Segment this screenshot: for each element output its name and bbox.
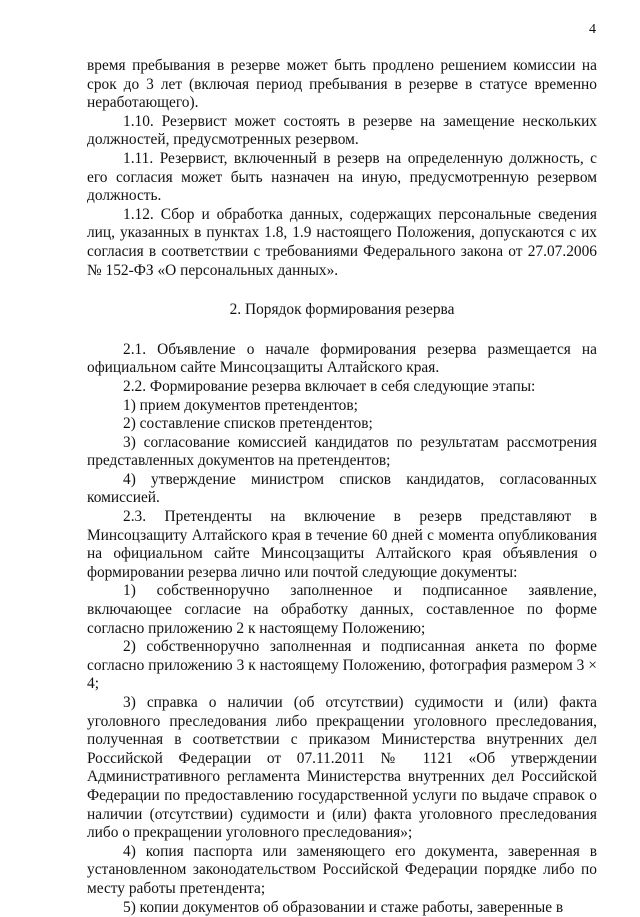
paragraph-1-11: 1.11. Резервист, включенный в резерв на определенную должность, с его согласия может быть назначен на иную, предусмотренную резервом должность. [87,149,597,205]
list-item-document-4: 4) копия паспорта или заменяющего его документа, заверенная в установленном законодательством Российской Федерации порядке либо по месту работы претендента; [87,842,597,897]
paragraph-2-3: 2.3. Претенденты на включение в резерв представляют в Минсоцзащиту Алтайского края в течение 60 дней с момента опубликования на официальном сайте Минсоцзащиты Алтайского края объявления о формировании резерва лично или почтой следующие документы: [87,508,597,581]
list-item-stage-4: 4) утверждение министром списков кандидатов, согласованных комиссией. [87,470,597,507]
list-item-stage-3: 3) согласование комиссией кандидатов по результатам рассмотрения представленных документов на претендентов; [87,433,597,470]
document-body [87,57,597,917]
paragraph-2-1: 2.1. Объявление о начале формирования резерва размещается на официальном сайте Минсоцзащиты Алтайского края. [87,340,597,377]
page-number: 4 [589,22,596,37]
section-heading: 2. Порядок формирования резерва [229,301,455,319]
paragraph-continuation: время пребывания в резерве может быть продлено решением комиссии на срок до 3 лет (включая период пребывания в резерве в статусе временно неработающего). [87,57,597,112]
paragraph-1-12: 1.12. Сбор и обработка данных, содержащих персональные сведения лиц, указанных в пунктах 1.8, 1.9 настоящего Положения, допускаются с их согласия в соответствии с требованиями Федерального закона от 27.07.2006 № 152-ФЗ «О персональных данных». [87,205,597,279]
list-item-stage-2: 2) составление списков претендентов; [123,415,373,433]
list-item-document-5: 5) копии документов об образовании и стаже работы, заверенные в [123,898,564,916]
paragraph-1-10: 1.10. Резервист может состоять в резерве на замещение нескольких должностей, предусмотренных резервом. [87,112,597,149]
paragraph-2-2: 2.2. Формирование резерва включает в себя следующие этапы: [123,377,536,395]
list-item-document-2: 2) собственноручно заполненная и подписанная анкета по форме согласно приложению 3 к настоящему Положению, фотография размером 3 × 4; [87,638,597,693]
list-item-document-1: 1) собственноручно заполненное и подписанное заявление, включающее согласие на обработку данных, составленное по форме согласно приложению 2 к настоящему Положению; [87,582,597,637]
list-item-stage-1: 1) прием документов претендентов; [123,396,358,414]
list-item-document-3: 3) справка о наличии (об отсутствии) судимости и (или) факта уголовного преследования либо прекращении уголовного преследования, полученная в соответствии с приказом Министерства внутренних дел Российской Федерации от 07.11.2011 № 1121 «Об утверждении Административного регламента Министерства внутренних дел Российской Федерации по предоставлению государственной услуги по выдаче справок о наличии (отсутствии) судимости и (или) факта уголовного преследования либо о прекращении уголовного преследования»; [87,694,597,842]
